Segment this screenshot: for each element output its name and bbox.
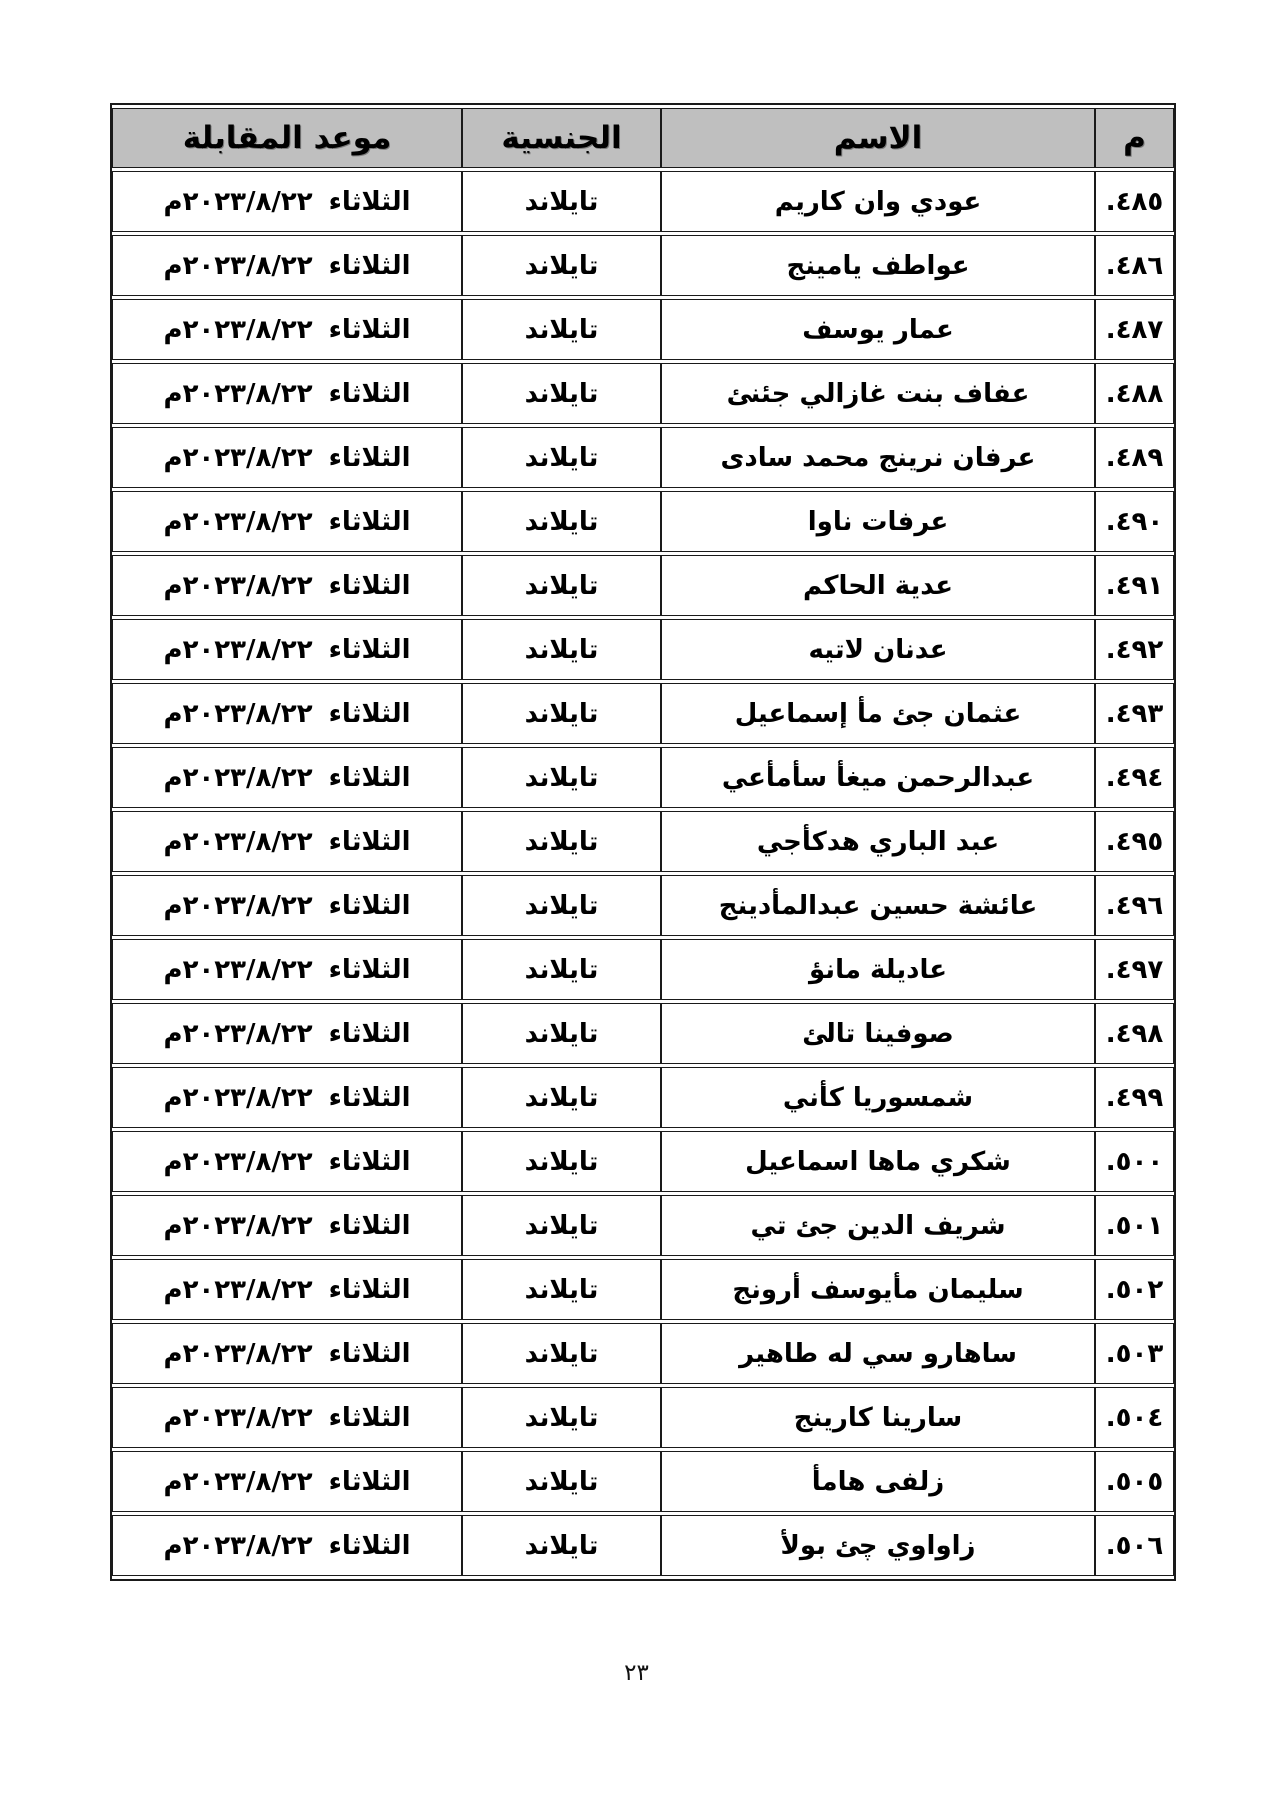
- table-row: [112, 235, 1174, 296]
- nationality-cell: تايلاند: [462, 1323, 661, 1384]
- name-cell: عواطف يامينج: [661, 235, 1095, 296]
- name-cell: صوفينا تالئ: [661, 1003, 1095, 1064]
- interview-date-cell: [112, 363, 462, 424]
- date-text: ٢٠٢٣/٨/٢٢م: [163, 442, 313, 473]
- weekday-text: الثلاثاء: [328, 890, 411, 921]
- nationality-cell: تايلاند: [462, 555, 661, 616]
- name-cell: شمسوريا كأني: [661, 1067, 1095, 1128]
- row-number-cell: ٤٩٤.: [1095, 747, 1174, 808]
- date-text: ٢٠٢٣/٨/٢٢م: [163, 250, 313, 281]
- date-text: ٢٠٢٣/٨/٢٢م: [163, 378, 313, 409]
- weekday-text: الثلاثاء: [328, 954, 411, 985]
- interview-date-cell: [112, 811, 462, 872]
- weekday-text: الثلاثاء: [328, 442, 411, 473]
- header-nationality-column: الجنسية: [462, 108, 661, 168]
- name-cell: عبدالرحمن ميغأ سأمأعي: [661, 747, 1095, 808]
- table-row: [112, 299, 1174, 360]
- nationality-cell: تايلاند: [462, 683, 661, 744]
- header-number-column: م: [1095, 108, 1174, 168]
- row-number-cell: ٤٨٨.: [1095, 363, 1174, 424]
- table-row: [112, 1067, 1174, 1128]
- row-number-cell: ٥٠٤.: [1095, 1387, 1174, 1448]
- name-cell: سليمان مأيوسف أرونج: [661, 1259, 1095, 1320]
- row-number-cell: ٤٩٣.: [1095, 683, 1174, 744]
- date-text: ٢٠٢٣/٨/٢٢م: [163, 1338, 313, 1369]
- date-text: ٢٠٢٣/٨/٢٢م: [163, 954, 313, 985]
- weekday-text: الثلاثاء: [328, 1402, 411, 1433]
- table-row: [112, 555, 1174, 616]
- table-row: [112, 1515, 1174, 1576]
- date-text: ٢٠٢٣/٨/٢٢م: [163, 634, 313, 665]
- weekday-text: الثلاثاء: [328, 1210, 411, 1241]
- row-number-cell: ٤٩٦.: [1095, 875, 1174, 936]
- table-row: [112, 1323, 1174, 1384]
- weekday-text: الثلاثاء: [328, 762, 411, 793]
- name-cell: زلفى هامأ: [661, 1451, 1095, 1512]
- nationality-cell: تايلاند: [462, 1451, 661, 1512]
- date-text: ٢٠٢٣/٨/٢٢م: [163, 826, 313, 857]
- nationality-cell: تايلاند: [462, 939, 661, 1000]
- date-text: ٢٠٢٣/٨/٢٢م: [163, 1530, 313, 1561]
- table-row: [112, 491, 1174, 552]
- row-number-cell: ٤٩٨.: [1095, 1003, 1174, 1064]
- nationality-cell: تايلاند: [462, 1195, 661, 1256]
- date-text: ٢٠٢٣/٨/٢٢م: [163, 1402, 313, 1433]
- date-text: ٢٠٢٣/٨/٢٢م: [163, 1082, 313, 1113]
- interview-date-cell: [112, 875, 462, 936]
- nationality-cell: تايلاند: [462, 363, 661, 424]
- row-number-cell: ٥٠٣.: [1095, 1323, 1174, 1384]
- name-cell: سارينا كارينج: [661, 1387, 1095, 1448]
- date-text: ٢٠٢٣/٨/٢٢م: [163, 1466, 313, 1497]
- nationality-cell: تايلاند: [462, 235, 661, 296]
- interview-date-cell: [112, 427, 462, 488]
- weekday-text: الثلاثاء: [328, 1146, 411, 1177]
- nationality-cell: تايلاند: [462, 299, 661, 360]
- nationality-cell: تايلاند: [462, 1515, 661, 1576]
- name-cell: عدنان لاتيه: [661, 619, 1095, 680]
- interview-date-cell: [112, 1067, 462, 1128]
- name-cell: عبد الباري هدكأجي: [661, 811, 1095, 872]
- row-number-cell: ٥٠٦.: [1095, 1515, 1174, 1576]
- row-number-cell: ٥٠١.: [1095, 1195, 1174, 1256]
- weekday-text: الثلاثاء: [328, 1274, 411, 1305]
- table-row: [112, 1131, 1174, 1192]
- interview-date-cell: [112, 1131, 462, 1192]
- table-row: [112, 171, 1174, 232]
- name-cell: عاديلة مانؤ: [661, 939, 1095, 1000]
- interview-date-cell: [112, 1003, 462, 1064]
- interview-date-cell: [112, 235, 462, 296]
- row-number-cell: ٥٠٢.: [1095, 1259, 1174, 1320]
- nationality-cell: تايلاند: [462, 747, 661, 808]
- weekday-text: الثلاثاء: [328, 1082, 411, 1113]
- weekday-text: الثلاثاء: [328, 250, 411, 281]
- name-cell: عدية الحاكم: [661, 555, 1095, 616]
- date-text: ٢٠٢٣/٨/٢٢م: [163, 1146, 313, 1177]
- weekday-text: الثلاثاء: [328, 1018, 411, 1049]
- date-text: ٢٠٢٣/٨/٢٢م: [163, 1210, 313, 1241]
- nationality-cell: تايلاند: [462, 811, 661, 872]
- table-row: [112, 811, 1174, 872]
- name-cell: عائشة حسين عبدالمأدينج: [661, 875, 1095, 936]
- date-text: ٢٠٢٣/٨/٢٢م: [163, 762, 313, 793]
- date-text: ٢٠٢٣/٨/٢٢م: [163, 570, 313, 601]
- row-number-cell: ٤٩٢.: [1095, 619, 1174, 680]
- weekday-text: الثلاثاء: [328, 1338, 411, 1369]
- table-row: [112, 1451, 1174, 1512]
- date-text: ٢٠٢٣/٨/٢٢م: [163, 314, 313, 345]
- table-row: [112, 1259, 1174, 1320]
- nationality-cell: تايلاند: [462, 1387, 661, 1448]
- interview-date-cell: [112, 1451, 462, 1512]
- interview-date-cell: [112, 555, 462, 616]
- weekday-text: الثلاثاء: [328, 826, 411, 857]
- name-cell: عرفات ناوا: [661, 491, 1095, 552]
- nationality-cell: تايلاند: [462, 619, 661, 680]
- nationality-cell: تايلاند: [462, 491, 661, 552]
- interview-date-cell: [112, 1195, 462, 1256]
- nationality-cell: تايلاند: [462, 171, 661, 232]
- interview-date-cell: [112, 619, 462, 680]
- nationality-cell: تايلاند: [462, 1131, 661, 1192]
- table-body: [112, 171, 1174, 1576]
- weekday-text: الثلاثاء: [328, 186, 411, 217]
- interview-date-cell: [112, 171, 462, 232]
- row-number-cell: ٥٠٠.: [1095, 1131, 1174, 1192]
- date-text: ٢٠٢٣/٨/٢٢م: [163, 506, 313, 537]
- interview-date-cell: [112, 1387, 462, 1448]
- row-number-cell: ٤٩٥.: [1095, 811, 1174, 872]
- name-cell: زاواوي چئ بولأ: [661, 1515, 1095, 1576]
- date-text: ٢٠٢٣/٨/٢٢م: [163, 698, 313, 729]
- table-header-row: [112, 108, 1174, 168]
- weekday-text: الثلاثاء: [328, 1466, 411, 1497]
- header-interview-date-column: موعد المقابلة: [112, 108, 462, 168]
- row-number-cell: ٤٨٥.: [1095, 171, 1174, 232]
- interview-date-cell: [112, 1515, 462, 1576]
- table-row: [112, 1387, 1174, 1448]
- row-number-cell: ٤٩٧.: [1095, 939, 1174, 1000]
- table-row: [112, 363, 1174, 424]
- date-text: ٢٠٢٣/٨/٢٢م: [163, 1018, 313, 1049]
- row-number-cell: ٤٩١.: [1095, 555, 1174, 616]
- weekday-text: الثلاثاء: [328, 1530, 411, 1561]
- weekday-text: الثلاثاء: [328, 506, 411, 537]
- row-number-cell: ٤٩٩.: [1095, 1067, 1174, 1128]
- table-row: [112, 619, 1174, 680]
- date-text: ٢٠٢٣/٨/٢٢م: [163, 1274, 313, 1305]
- table-row: [112, 1003, 1174, 1064]
- row-number-cell: ٤٨٩.: [1095, 427, 1174, 488]
- page-number: ٢٣: [624, 1660, 649, 1686]
- table-row: [112, 683, 1174, 744]
- interview-date-cell: [112, 1323, 462, 1384]
- row-number-cell: ٤٨٧.: [1095, 299, 1174, 360]
- nationality-cell: تايلاند: [462, 1067, 661, 1128]
- row-number-cell: ٤٨٦.: [1095, 235, 1174, 296]
- row-number-cell: ٥٠٥.: [1095, 1451, 1174, 1512]
- weekday-text: الثلاثاء: [328, 314, 411, 345]
- table-row: [112, 939, 1174, 1000]
- nationality-cell: تايلاند: [462, 1259, 661, 1320]
- table-row: [112, 1195, 1174, 1256]
- name-cell: عمار يوسف: [661, 299, 1095, 360]
- table-row: [112, 747, 1174, 808]
- name-cell: شكري ماها اسماعيل: [661, 1131, 1095, 1192]
- interview-date-cell: [112, 491, 462, 552]
- interview-date-cell: [112, 683, 462, 744]
- interview-date-cell: [112, 747, 462, 808]
- nationality-cell: تايلاند: [462, 427, 661, 488]
- header-name-column: الاسم: [661, 108, 1095, 168]
- weekday-text: الثلاثاء: [328, 698, 411, 729]
- interview-date-cell: [112, 1259, 462, 1320]
- interview-date-cell: [112, 939, 462, 1000]
- table-row: [112, 875, 1174, 936]
- name-cell: عرفان نرينج محمد سادى: [661, 427, 1095, 488]
- interview-schedule-table: [110, 103, 1176, 1581]
- row-number-cell: ٤٩٠.: [1095, 491, 1174, 552]
- date-text: ٢٠٢٣/٨/٢٢م: [163, 186, 313, 217]
- name-cell: عفاف بنت غازالي جئنئ: [661, 363, 1095, 424]
- weekday-text: الثلاثاء: [328, 378, 411, 409]
- weekday-text: الثلاثاء: [328, 634, 411, 665]
- date-text: ٢٠٢٣/٨/٢٢م: [163, 890, 313, 921]
- interview-date-cell: [112, 299, 462, 360]
- nationality-cell: تايلاند: [462, 1003, 661, 1064]
- name-cell: عودي وان كاريم: [661, 171, 1095, 232]
- weekday-text: الثلاثاء: [328, 570, 411, 601]
- name-cell: ساهارو سي له طاهير: [661, 1323, 1095, 1384]
- name-cell: شريف الدين جئ تي: [661, 1195, 1095, 1256]
- table-row: [112, 427, 1174, 488]
- name-cell: عثمان جئ مأ إسماعيل: [661, 683, 1095, 744]
- nationality-cell: تايلاند: [462, 875, 661, 936]
